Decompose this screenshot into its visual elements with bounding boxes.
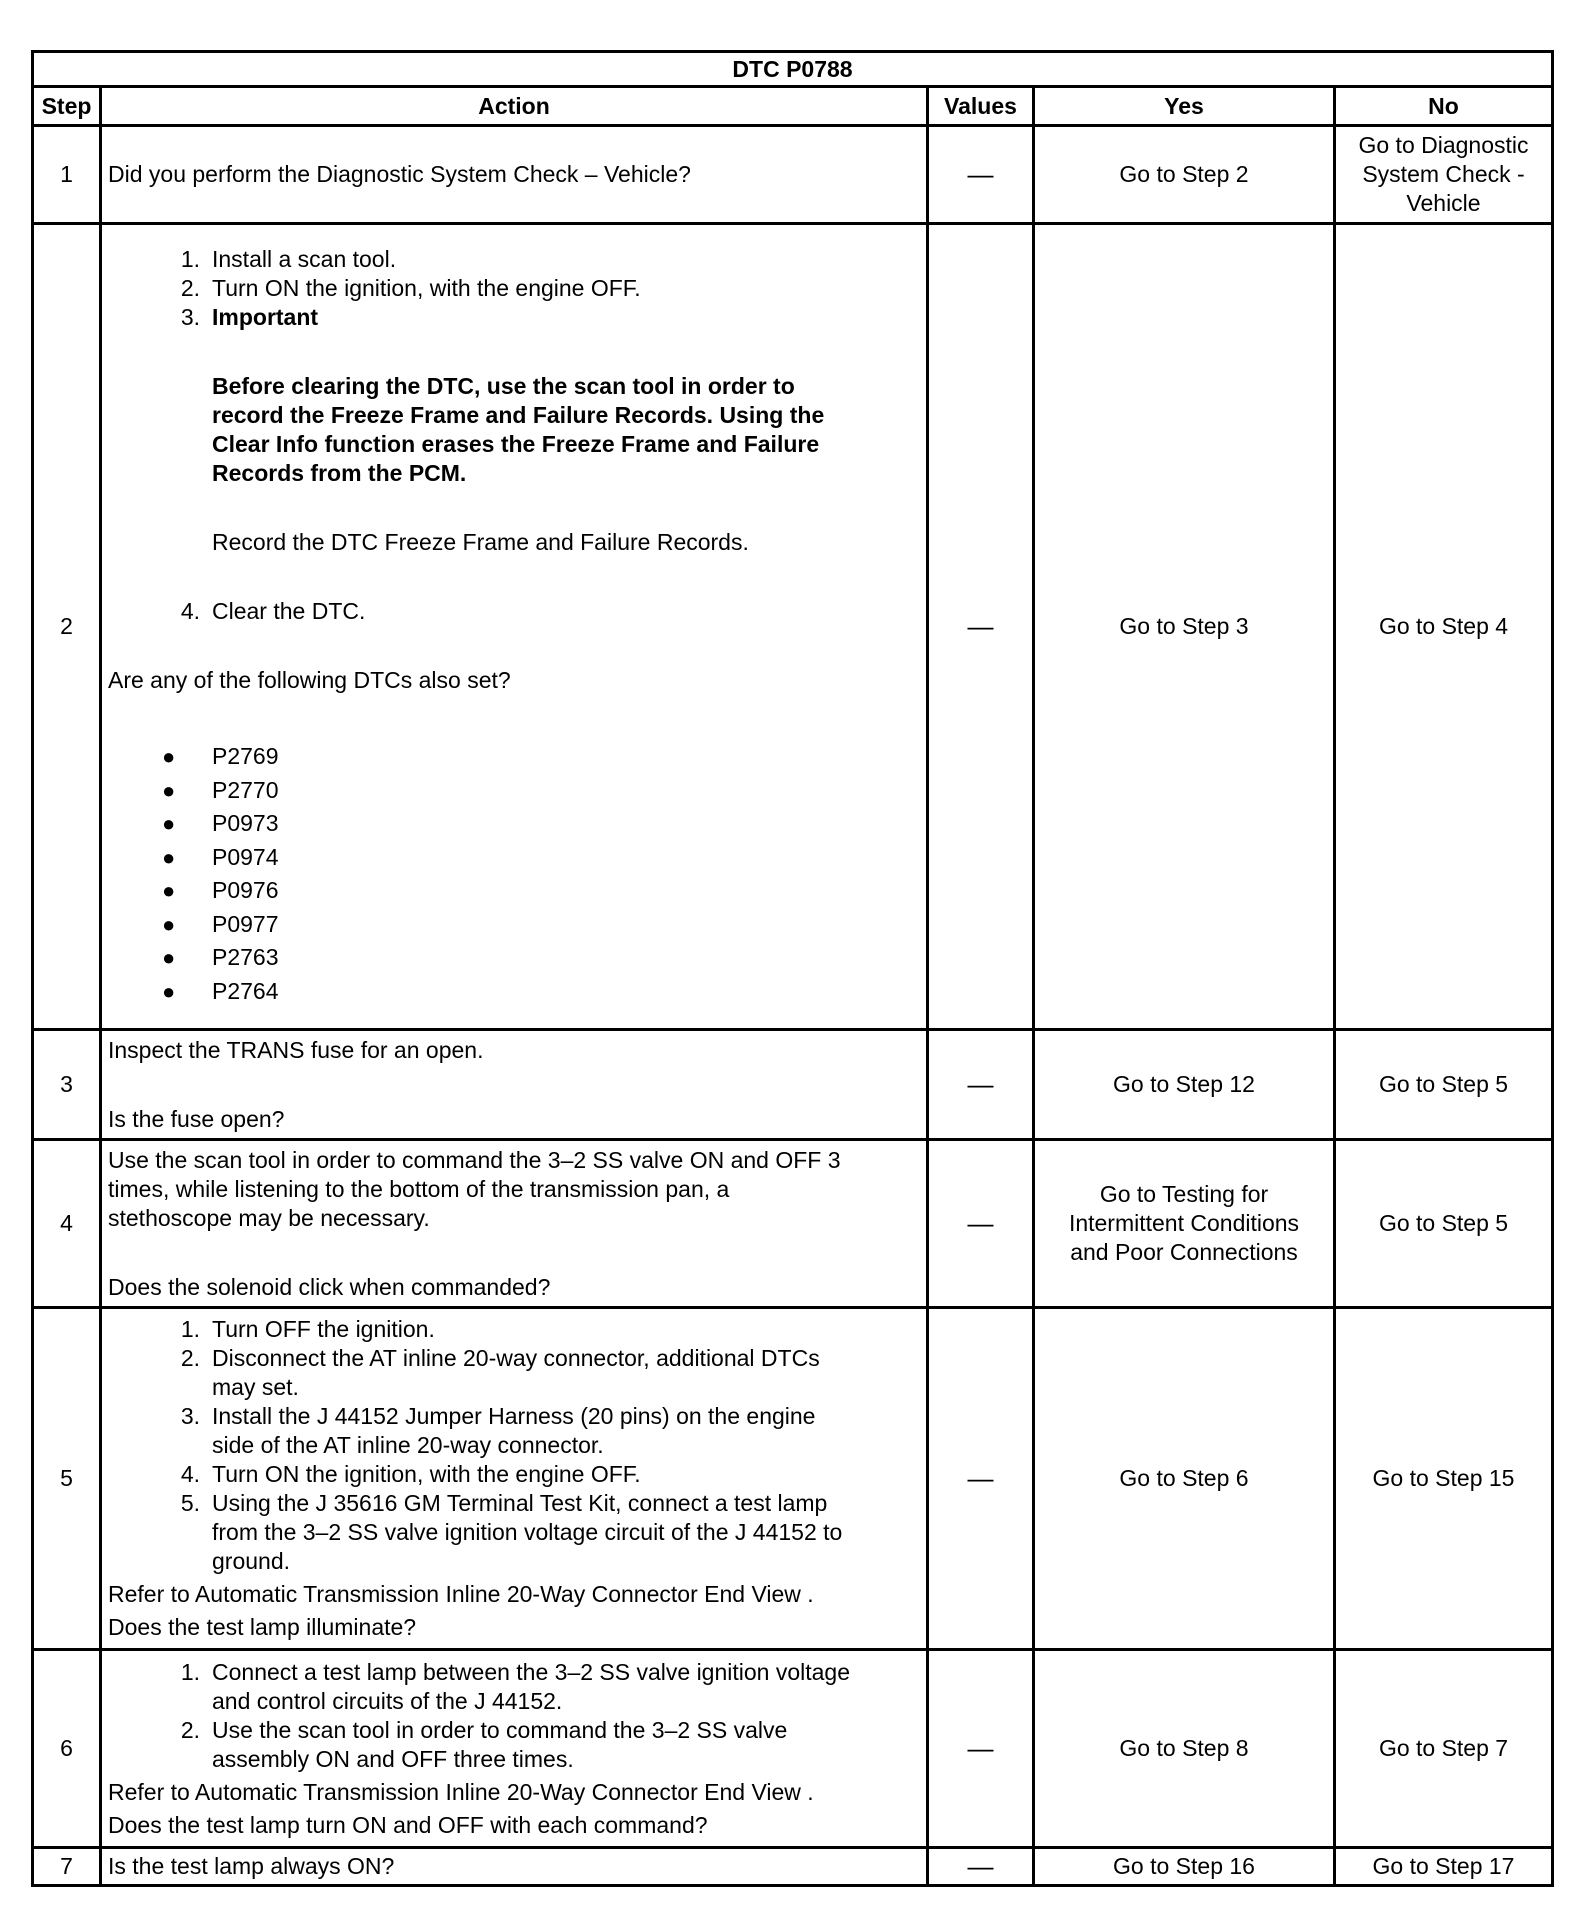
yes-cell	[1034, 1140, 1335, 1308]
list-item	[108, 941, 920, 975]
no-cell: Go to Step 17	[1335, 1848, 1553, 1886]
yes-line: Intermittent Conditions	[1068, 1210, 1300, 1236]
action-cell	[101, 1140, 928, 1308]
list-number: 2.	[180, 275, 200, 301]
list-text: from the 3–2 SS valve ignition voltage circuit of the J 44152 to	[212, 1519, 843, 1545]
list-item	[108, 597, 920, 626]
list-text: Install the J 44152 Jumper Harness (20 pins) on the engine	[212, 1403, 816, 1429]
important-note	[108, 372, 920, 488]
values-cell: —	[928, 126, 1034, 224]
no-cell: Go to Step 7	[1335, 1650, 1553, 1848]
action-cell	[101, 1030, 928, 1140]
list-text: and control circuits of the J 44152.	[212, 1687, 563, 1714]
table-row	[33, 1650, 1553, 1848]
list-item	[108, 1460, 920, 1489]
list-text: Clear the DTC.	[212, 598, 366, 624]
header-action: Action	[101, 87, 928, 126]
no-line: System Check -	[1362, 161, 1525, 187]
bullet-icon: ●	[162, 777, 176, 803]
yes-cell: Go to Step 2	[1034, 126, 1335, 224]
list-text: Install a scan tool.	[212, 246, 397, 272]
values-cell: —	[928, 1650, 1034, 1848]
table-row	[33, 1140, 1553, 1308]
yes-line: Go to Testing for	[1099, 1181, 1269, 1207]
list-text: Disconnect the AT inline 20-way connector, additional DTCs	[212, 1345, 820, 1371]
yes-line: and Poor Connections	[1070, 1239, 1298, 1265]
header-no: No	[1335, 87, 1553, 126]
step-number: 3	[33, 1030, 101, 1140]
no-cell: Go to Step 5	[1335, 1030, 1553, 1140]
dtc-code: P2770	[212, 776, 279, 803]
action-text: Inspect the TRANS fuse for an open.	[108, 1036, 484, 1063]
no-cell: Go to Step 5	[1335, 1140, 1553, 1308]
table-title: DTC P0788	[33, 52, 1553, 87]
step-number: 4	[33, 1140, 101, 1308]
step-number: 2	[33, 224, 101, 1030]
list-number: 5.	[180, 1490, 200, 1516]
step-number: 7	[33, 1848, 101, 1886]
list-item	[108, 1315, 920, 1344]
values-cell: —	[928, 1030, 1034, 1140]
action-cell	[101, 126, 928, 224]
header-row	[33, 87, 1553, 126]
list-number: 1.	[180, 246, 200, 272]
list-item	[108, 774, 920, 808]
list-number: 4.	[180, 1461, 200, 1487]
list-item	[108, 908, 920, 942]
list-number: 2.	[180, 1716, 200, 1743]
bullet-icon: ●	[162, 878, 176, 903]
dtc-code: P2764	[212, 977, 279, 1004]
bullet-icon: ●	[162, 978, 176, 1004]
list-item	[108, 807, 920, 841]
no-line: Vehicle	[1406, 190, 1481, 216]
list-text: Connect a test lamp between the 3–2 SS valve ignition voltage	[212, 1658, 851, 1685]
header-step: Step	[33, 87, 101, 126]
yes-cell: Go to Step 12	[1034, 1030, 1335, 1140]
list-number: 3.	[180, 1403, 200, 1429]
list-item	[108, 303, 920, 332]
list-text: assembly ON and OFF three times.	[212, 1745, 574, 1772]
record-note: Record the DTC Freeze Frame and Failure Records.	[212, 529, 749, 555]
list-item	[108, 1716, 920, 1774]
list-item	[108, 1489, 920, 1576]
dtc-code: P2763	[212, 944, 279, 970]
note-line: Before clearing the DTC, use the scan tool in order to	[212, 373, 795, 399]
list-item	[108, 1402, 920, 1460]
no-cell: Go to Step 4	[1335, 224, 1553, 1030]
action-cell	[101, 1650, 928, 1848]
list-number: 4.	[180, 598, 200, 624]
list-text: ground.	[212, 1548, 291, 1574]
action-cell	[101, 1848, 928, 1886]
list-text: Turn ON the ignition, with the engine OFF.	[212, 1461, 641, 1487]
list-number: 2.	[180, 1345, 200, 1371]
step-number: 6	[33, 1650, 101, 1848]
list-item	[108, 245, 920, 274]
no-cell	[1335, 126, 1553, 224]
list-number: 1.	[180, 1658, 200, 1685]
table-row	[33, 126, 1553, 224]
list-text: Turn ON the ignition, with the engine OFF.	[212, 275, 641, 301]
no-cell: Go to Step 15	[1335, 1308, 1553, 1650]
question-text: Are any of the following DTCs also set?	[108, 667, 511, 693]
note-line: record the Freeze Frame and Failure Records. Using the	[212, 402, 825, 428]
no-line: Go to Diagnostic	[1358, 132, 1529, 158]
table-row	[33, 1030, 1553, 1140]
list-text: side of the AT inline 20-way connector.	[212, 1432, 604, 1458]
action-line: stethoscope may be necessary.	[108, 1204, 430, 1231]
action-line: Use the scan tool in order to command the 3–2 SS valve ON and OFF 3	[108, 1146, 841, 1173]
question-text: Is the fuse open?	[108, 1105, 285, 1132]
values-cell: —	[928, 1140, 1034, 1308]
yes-cell: Go to Step 6	[1034, 1308, 1335, 1650]
bullet-icon: ●	[162, 911, 176, 937]
yes-cell: Go to Step 8	[1034, 1650, 1335, 1848]
refer-link[interactable]: Refer to Automatic Transmission Inline 20-Way Connector End View .	[108, 1581, 814, 1607]
values-cell: —	[928, 1308, 1034, 1650]
list-item	[108, 874, 920, 908]
step-number: 1	[33, 126, 101, 224]
action-text: Did you perform the Diagnostic System Check – Vehicle?	[108, 161, 691, 187]
yes-cell: Go to Step 16	[1034, 1848, 1335, 1886]
list-text: Using the J 35616 GM Terminal Test Kit, connect a test lamp	[212, 1490, 828, 1516]
list-item	[108, 1658, 920, 1716]
list-item	[108, 841, 920, 875]
list-text: Turn OFF the ignition.	[212, 1316, 435, 1342]
list-text: Use the scan tool in order to command the 3–2 SS valve	[212, 1716, 788, 1743]
dtc-code: P2769	[212, 743, 279, 769]
dtc-code: P0973	[212, 810, 279, 836]
dtc-table	[31, 50, 1554, 1887]
list-number: 1.	[180, 1316, 200, 1342]
question-text: Does the solenoid click when commanded?	[108, 1273, 551, 1300]
values-cell: —	[928, 224, 1034, 1030]
list-item	[108, 274, 920, 303]
table-row	[33, 1848, 1553, 1886]
header-yes: Yes	[1034, 87, 1335, 126]
dtc-code: P0977	[212, 910, 279, 937]
bullet-icon: ●	[162, 744, 176, 769]
dtc-list	[108, 740, 920, 1008]
bullet-icon: ●	[162, 811, 176, 836]
action-cell	[101, 224, 928, 1030]
list-text: may set.	[212, 1374, 299, 1400]
header-values: Values	[928, 87, 1034, 126]
list-item	[108, 740, 920, 774]
action-text: Is the test lamp always ON?	[108, 1853, 395, 1879]
action-line: times, while listening to the bottom of the transmission pan, a	[108, 1175, 730, 1202]
note-line: Clear Info function erases the Freeze Frame and Failure	[212, 431, 820, 457]
table-row	[33, 224, 1553, 1030]
note-line: Records from the PCM.	[212, 460, 467, 486]
action-cell	[101, 1308, 928, 1650]
bullet-icon: ●	[162, 844, 176, 870]
yes-cell: Go to Step 3	[1034, 224, 1335, 1030]
list-item	[108, 975, 920, 1009]
important-label: Important	[212, 304, 319, 330]
dtc-code: P0976	[212, 877, 279, 903]
values-cell: —	[928, 1848, 1034, 1886]
table-row	[33, 1308, 1553, 1650]
refer-link[interactable]: Refer to Automatic Transmission Inline 20-Way Connector End View .	[108, 1778, 814, 1805]
step-number: 5	[33, 1308, 101, 1650]
title-row	[33, 52, 1553, 87]
question-text: Does the test lamp turn ON and OFF with each command?	[108, 1811, 708, 1838]
dtc-code: P0974	[212, 843, 279, 870]
question-text: Does the test lamp illuminate?	[108, 1614, 417, 1640]
list-item	[108, 1344, 920, 1402]
list-number: 3.	[180, 304, 200, 330]
bullet-icon: ●	[162, 945, 176, 970]
